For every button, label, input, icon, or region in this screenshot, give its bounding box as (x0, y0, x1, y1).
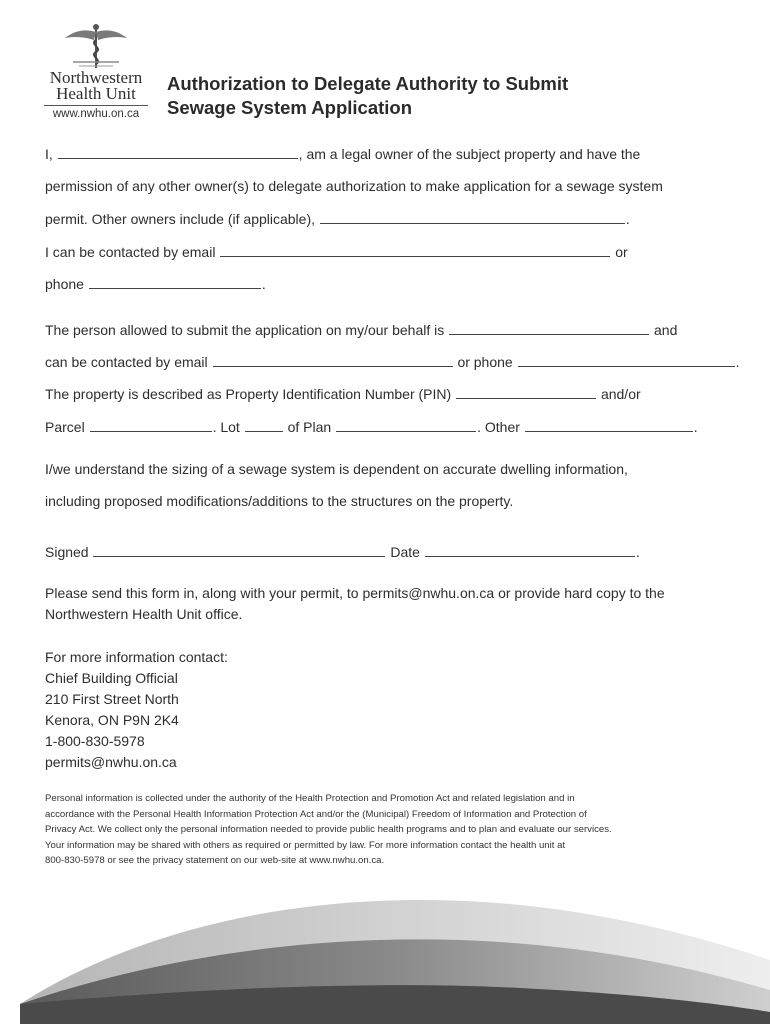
privacy-notice (45, 791, 735, 869)
owner-prefix: I, (45, 146, 53, 162)
pin-prefix: The property is described as Property Identification Number (PIN) (45, 386, 452, 402)
sizing-text2: including proposed modifications/additions to the structures on the property. (45, 493, 514, 509)
contact-block (45, 647, 735, 773)
privacy-line4: Your information may be shared with others as required or permitted by law. For more information contact the health unit at (45, 839, 566, 851)
signature-field[interactable] (93, 543, 385, 557)
delegate-line (45, 321, 677, 338)
date-line-end: . (635, 544, 640, 560)
contact-street: 210 First Street North (45, 691, 179, 707)
parcel-field[interactable] (90, 418, 212, 432)
signature-line (45, 543, 640, 560)
other-field[interactable] (525, 418, 693, 432)
pin-suffix: and/or (600, 386, 641, 402)
contact-phone: 1-800-830-5978 (45, 733, 145, 749)
delegate-phone-field[interactable] (518, 353, 735, 367)
owner-name-field[interactable] (58, 145, 298, 159)
owner-phone-suffix: . (261, 276, 266, 292)
privacy-line3: Privacy Act. We collect only the personal information needed to provide public health programs and to plan and evaluate our services. (45, 824, 612, 836)
form-title (167, 72, 568, 120)
owner-line (45, 145, 640, 162)
send-line1: Please send this form in, along with your permit, to permits@nwhu.on.ca or provide hard copy to the (45, 585, 665, 601)
privacy-line1: Personal information is collected under the authority of the Health Protection and Promotion Act and related legislation and in (45, 793, 575, 804)
contact-city: Kenora, ON P9N 2K4 (45, 712, 179, 728)
owner-email-field[interactable] (220, 243, 610, 257)
owner-phone-prefix: phone (45, 276, 84, 292)
logo-divider (44, 105, 148, 106)
other-owners-line (45, 210, 630, 227)
org-website: www.nwhu.on.ca (52, 108, 140, 120)
contact-name: Chief Building Official (45, 670, 178, 686)
form-title-line2: Sewage System Application (167, 97, 413, 118)
other-owners-prefix: permit. Other owners include (if applicable), (45, 211, 316, 227)
privacy-line2: accordance with the Personal Health Information Protection Act and/or the (Municipal) Freedom of Information and Protection of (45, 808, 587, 820)
delegate-name-field[interactable] (449, 321, 649, 335)
privacy-line5: 800-830-5978 or see the privacy statement on our web-site at www.nwhu.on.ca. (45, 855, 385, 867)
delegate-phone-label: or phone (457, 354, 513, 370)
org-logo (40, 22, 152, 120)
date-field[interactable] (425, 543, 635, 557)
owner-phone-field[interactable] (89, 275, 261, 289)
delegate-suffix: and (654, 322, 678, 338)
lot-field[interactable] (245, 418, 283, 432)
pin-field[interactable] (456, 385, 596, 399)
signed-label: Signed (45, 544, 89, 560)
delegate-email-prefix: can be contacted by email (45, 354, 208, 370)
contact-email[interactable]: permits@nwhu.on.ca (45, 754, 177, 770)
parcel-label: Parcel (45, 419, 85, 435)
date-label: Date (390, 544, 420, 560)
footer-wave-graphic (0, 880, 770, 1024)
parcel-line (45, 418, 698, 435)
lot-label: . Lot (212, 419, 240, 435)
other-owners-suffix: . (625, 211, 630, 227)
permission-line (45, 178, 663, 194)
owner-email-prefix: I can be contacted by email (45, 244, 216, 260)
parcel-line-end: . (693, 419, 698, 435)
owner-email-line (45, 243, 628, 260)
other-owners-field[interactable] (320, 210, 625, 224)
sizing-text1: I/we understand the sizing of a sewage system is dependent on accurate dwelling information, (45, 461, 628, 477)
plan-label: of Plan (287, 419, 332, 435)
pin-line (45, 385, 641, 402)
delegate-email-field[interactable] (213, 353, 453, 367)
owner-suffix: , am a legal owner of the subject property and have the (298, 146, 641, 162)
sizing-line2 (45, 493, 513, 509)
org-name-line2: Health Unit (56, 84, 136, 103)
delegate-contact-line (45, 353, 740, 370)
org-name-line1: Northwestern (49, 68, 143, 87)
send-instructions (45, 583, 735, 625)
form-title-line1: Authorization to Delegate Authority to Submit (167, 73, 569, 94)
owner-phone-line (45, 275, 266, 292)
delegate-contact-suffix: . (735, 354, 740, 370)
other-label: . Other (477, 419, 520, 435)
contact-heading: For more information contact: (45, 649, 228, 665)
owner-email-suffix: or (615, 244, 628, 260)
plan-field[interactable] (336, 418, 476, 432)
delegate-prefix: The person allowed to submit the application on my/our behalf is (45, 322, 445, 338)
sizing-line1 (45, 461, 628, 477)
send-line2: Northwestern Health Unit office. (45, 606, 243, 622)
caduceus-bird-icon (61, 22, 131, 70)
permission-text: permission of any other owner(s) to delegate authorization to make application for a sewage system (45, 178, 663, 194)
